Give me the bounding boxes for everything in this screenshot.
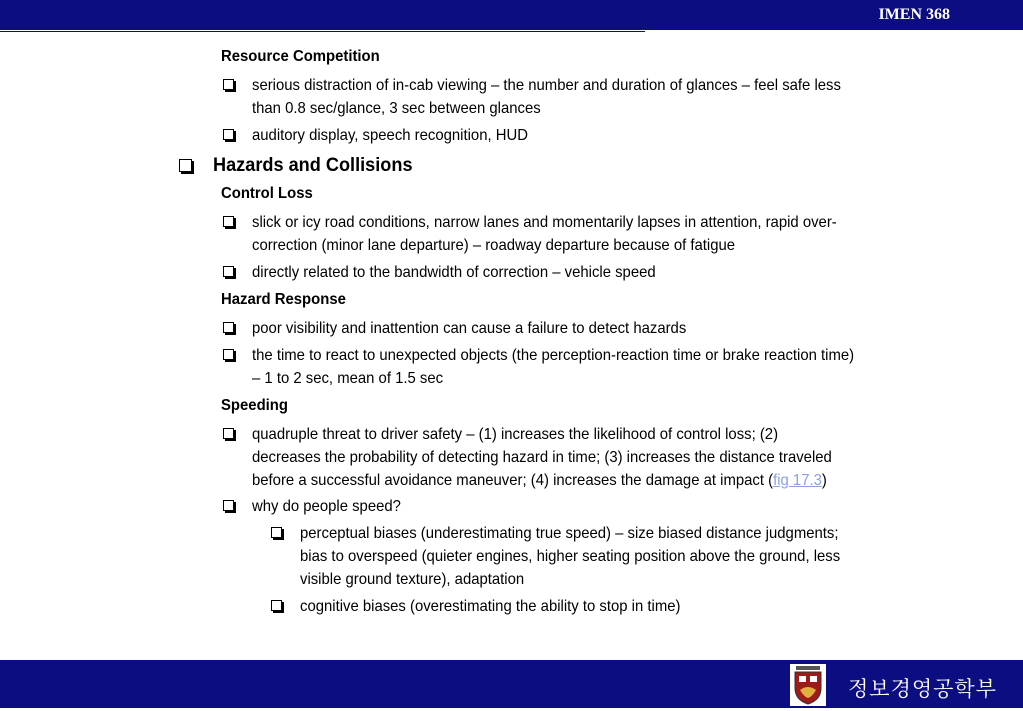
bullet-text: why do people speed? <box>252 498 401 515</box>
bullet-icon <box>223 349 234 360</box>
bullet-text: than 0.8 sec/glance, 3 sec between glances <box>252 100 541 117</box>
bullet-text: – 1 to 2 sec, mean of 1.5 sec <box>252 370 444 387</box>
bullet-text: correction (minor lane departure) – roadway departure because of fatigue <box>252 237 736 254</box>
bullet-text: before a successful avoidance maneuver; (4) increases the damage at impact ( <box>252 472 774 489</box>
bullet-icon <box>223 428 234 439</box>
bullet-text: directly related to the bandwidth of correction – vehicle speed <box>252 264 656 281</box>
crest-icon <box>790 664 826 706</box>
bullet-icon <box>271 600 282 611</box>
bullet-text: perceptual biases (underestimating true speed) – size biased distance judgments; <box>300 525 839 542</box>
bullet-text: decreases the probability of detecting hazard in time; (3) increases the distance traveled <box>252 449 832 466</box>
section-title-hazard-response: Hazard Response <box>221 291 346 308</box>
bullet-text: auditory display, speech recognition, HUD <box>252 127 528 144</box>
bullet-text: visible ground texture), adaptation <box>300 571 525 588</box>
bullet-text-with-link <box>252 469 827 492</box>
section-title-control-loss: Control Loss <box>221 185 313 202</box>
bullet-text: the time to react to unexpected objects (the perception-reaction time or brake reaction time) <box>252 347 855 364</box>
bullet-icon <box>223 322 234 333</box>
university-logo <box>790 664 826 706</box>
bullet-text: cognitive biases (overestimating the ability to stop in time) <box>300 598 681 615</box>
fig-17-3-link[interactable]: fig 17.3 <box>773 472 822 489</box>
bullet-text: quadruple threat to driver safety – (1) increases the likelihood of control loss; (2) <box>252 426 779 443</box>
header-divider <box>0 31 645 32</box>
bullet-icon <box>223 216 234 227</box>
bullet-text: ) <box>821 472 827 489</box>
bullet-text: bias to overspeed (quieter engines, higher seating position above the ground, less <box>300 548 841 565</box>
header-bar <box>0 0 1023 30</box>
bullet-icon <box>223 129 234 140</box>
bullet-icon <box>223 79 234 90</box>
bullet-icon <box>223 500 234 511</box>
bullet-text: slick or icy road conditions, narrow lanes and momentarily lapses in attention, rapid over- <box>252 214 837 231</box>
bullet-icon <box>179 159 192 172</box>
bullet-icon <box>223 266 234 277</box>
course-title: IMEN 368 <box>878 6 950 23</box>
bullet-icon <box>271 527 282 538</box>
heading-hazards-and-collisions: Hazards and Collisions <box>213 154 413 176</box>
section-title-speeding: Speeding <box>221 397 288 414</box>
bullet-text: serious distraction of in-cab viewing – the number and duration of glances – feel safe less <box>252 77 841 94</box>
section-title-resource-competition: Resource Competition <box>221 48 380 65</box>
department-name: 정보경영공학부 <box>848 677 998 701</box>
bullet-text: poor visibility and inattention can cause a failure to detect hazards <box>252 320 687 337</box>
